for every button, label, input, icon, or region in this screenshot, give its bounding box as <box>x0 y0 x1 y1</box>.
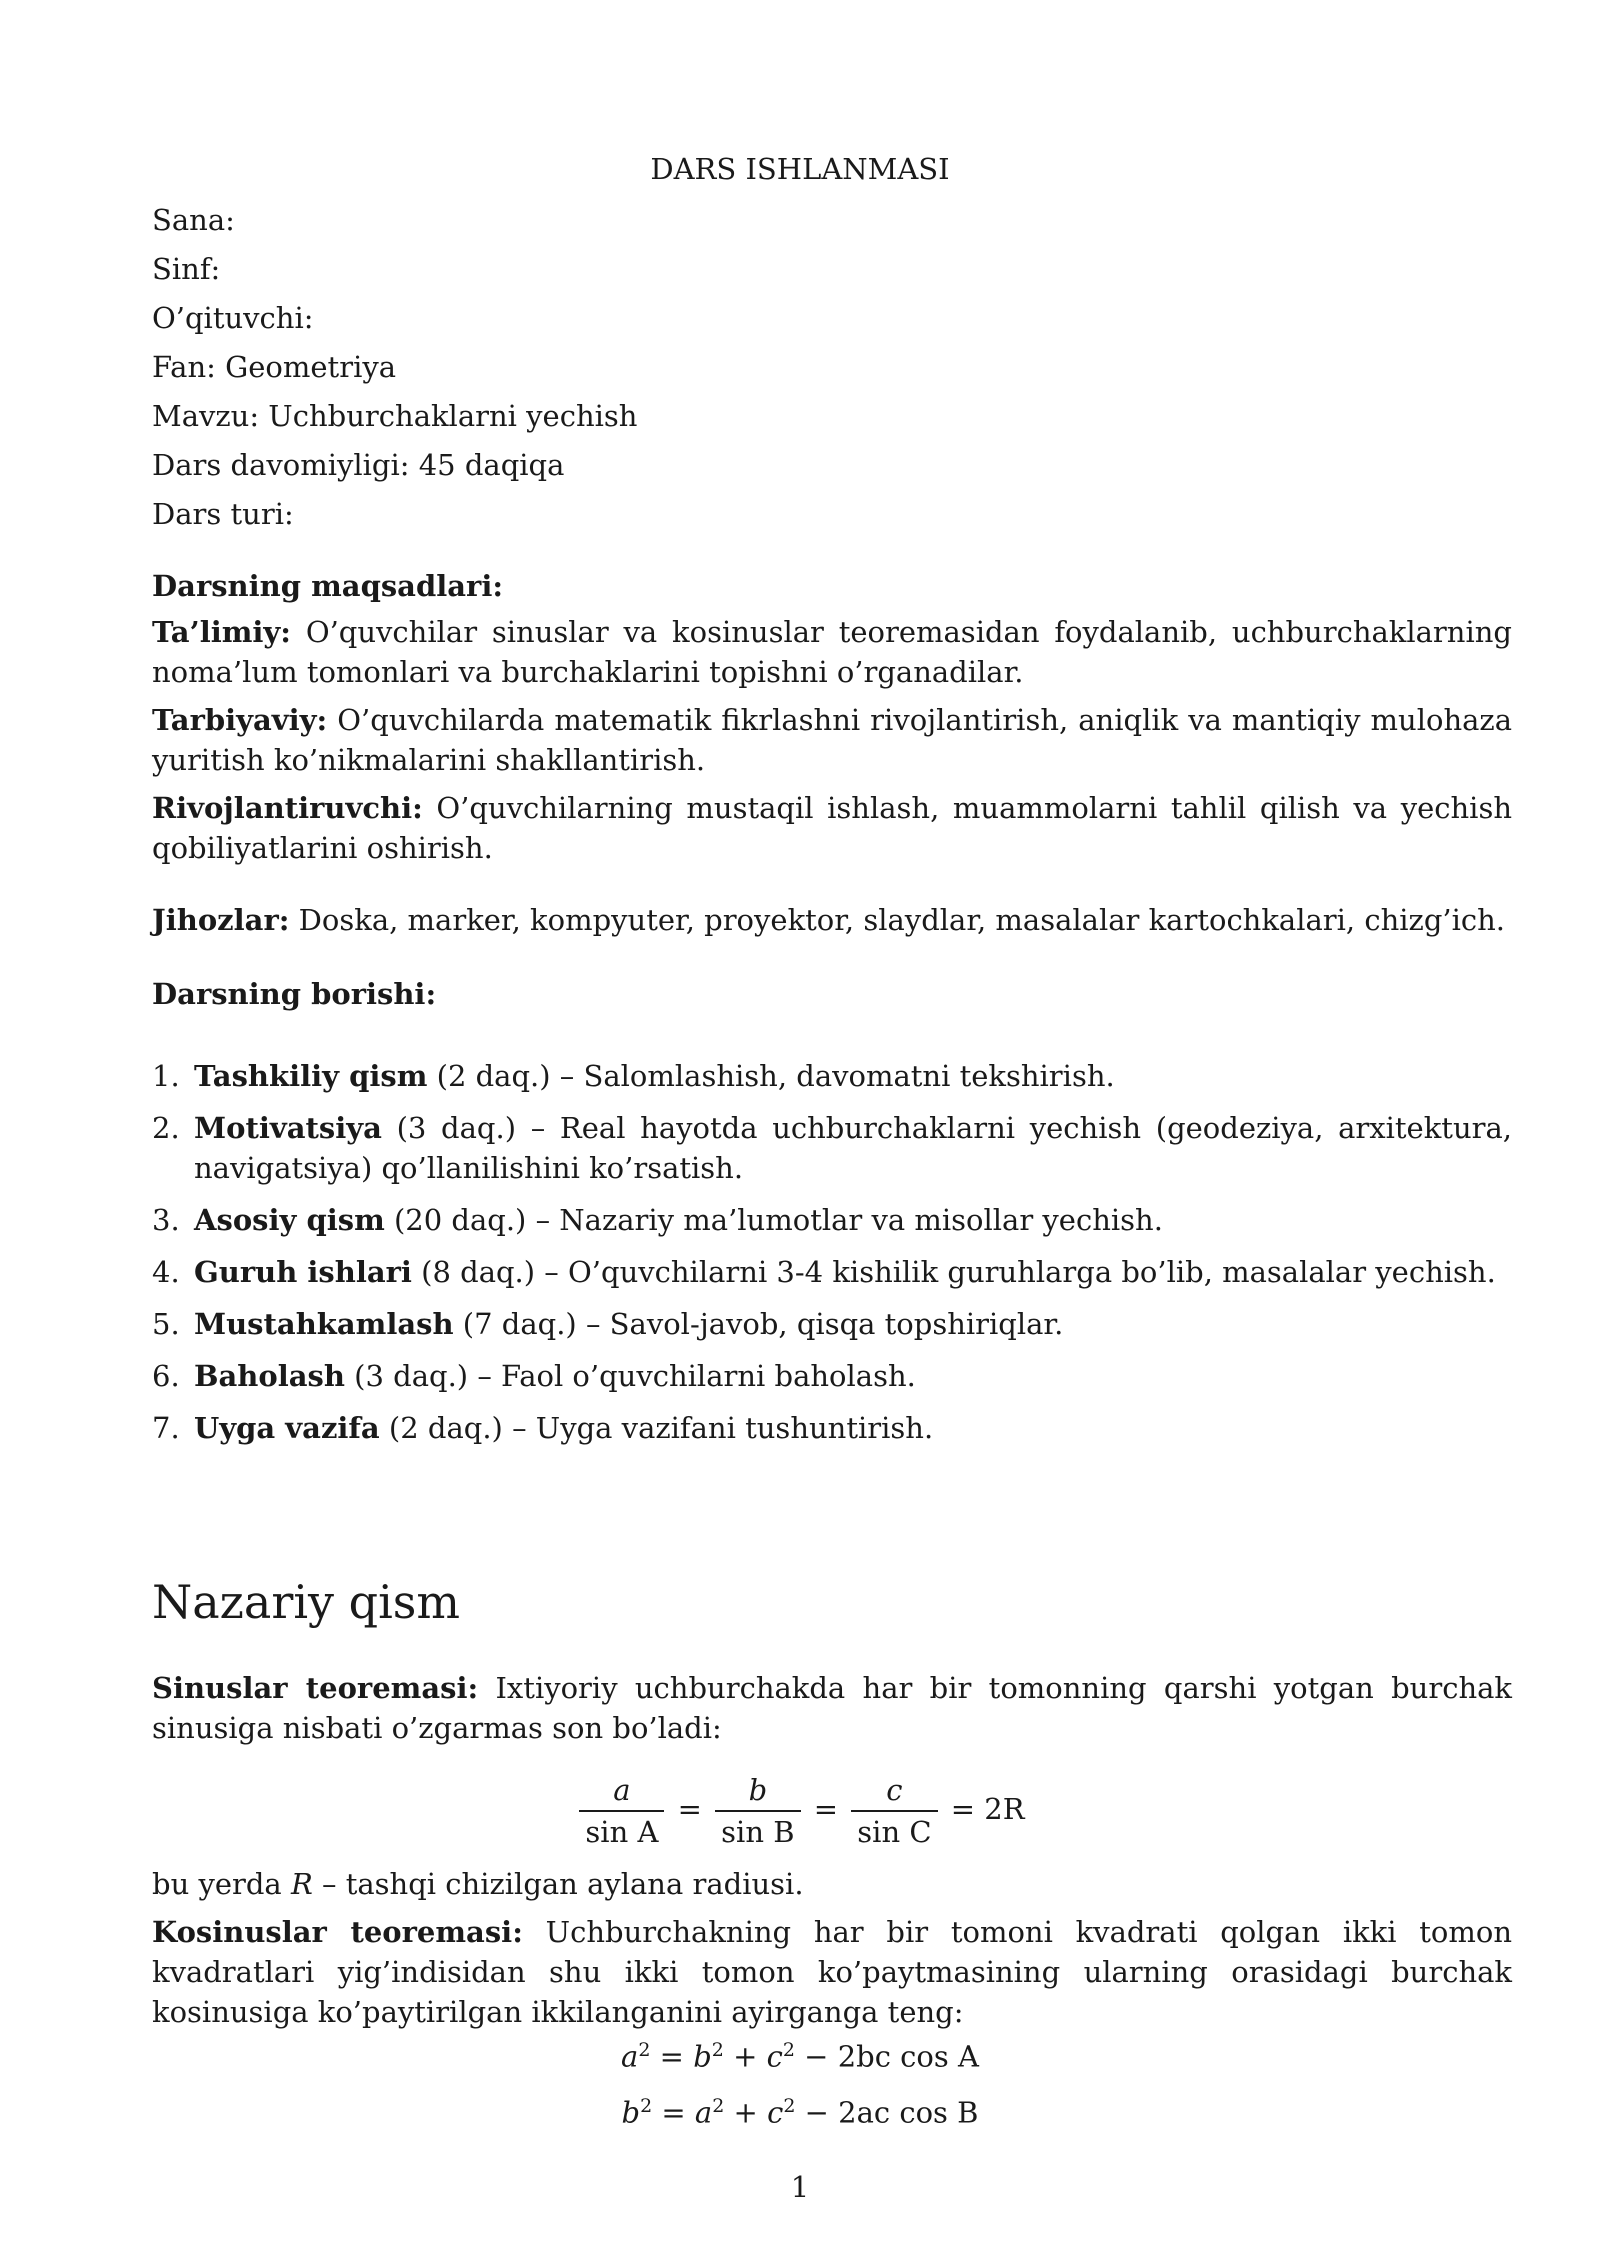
process-heading: Darsning borishi: <box>152 977 437 1011</box>
cosine-formula-1 <box>0 2030 1600 2077</box>
list-item-title: Motivatsiya <box>194 1111 382 1145</box>
list-item-number: 3. <box>152 1203 180 1237</box>
cosine-theorem <box>152 1912 1512 2032</box>
plus-sign: + <box>733 2039 758 2074</box>
equals-sign: = <box>677 1792 702 1826</box>
list-item-title: Guruh ishlari <box>194 1255 412 1289</box>
meta-lesson-type: Dars turi: <box>152 497 294 531</box>
sine-theorem-formula <box>0 1770 1600 1852</box>
goal-developmental-label: Rivojlantiruvchi: <box>152 791 423 825</box>
minus-sign: − <box>804 2095 829 2130</box>
equals-sign: = <box>661 2095 686 2130</box>
list-item-number: 5. <box>152 1307 180 1341</box>
goal-educational <box>152 612 1512 692</box>
equipment-label: Jihozlar: <box>152 903 290 937</box>
equals-sign: = <box>813 1792 839 1826</box>
numerator: b <box>715 1770 800 1812</box>
goal-upbringing <box>152 700 1512 780</box>
var: a <box>694 2095 713 2130</box>
equipment-text: Doska, marker, kompyuter, proyektor, slaydlar, masalalar kartochkalari, chizg’ich. <box>289 903 1506 937</box>
list-item-text: (3 daq.) – Faol o’quvchilarni baholash. <box>344 1359 916 1393</box>
plus-sign: + <box>733 2095 758 2130</box>
meta-subject: Fan: Geometriya <box>152 350 397 384</box>
meta-date: Sana: <box>152 203 235 237</box>
var: b <box>693 2039 712 2074</box>
document-title: DARS ISHLANMASI <box>650 152 950 186</box>
list-item-title: Mustahkamlash <box>194 1307 454 1341</box>
list-item-text: (2 daq.) – Salomlashish, davomatni tekshirish. <box>427 1059 1115 1093</box>
list-item-number: 1. <box>152 1059 180 1093</box>
list-item-text: (20 daq.) – Nazariy ma’lumotlar va misollar yechish. <box>384 1203 1163 1237</box>
goal-developmental <box>152 788 1512 868</box>
goal-developmental-text: O’quvchilarning mustaqil ishlash, muammolarni tahlil qilish va yechish qobiliyatlarini oshirish. <box>152 791 1512 865</box>
list-item-title: Asosiy qism <box>194 1203 385 1237</box>
exponent: 2 <box>640 2095 653 2117</box>
list-item-text: (2 daq.) – Uyga vazifani tushuntirish. <box>379 1411 934 1445</box>
exponent: 2 <box>712 2095 725 2117</box>
list-item-text: (8 daq.) – O’quvchilarni 3-4 kishilik guruhlarga bo’lib, masalalar yechish. <box>411 1255 1496 1289</box>
meta-teacher: O’qituvchi: <box>152 301 314 335</box>
goal-upbringing-text: O’quvchilarda matematik fikrlashni rivojlantirish, aniqlik va mantiqiy mulohaza yuritish ko’nikmalarini shakllantirish. <box>152 703 1512 777</box>
var: a <box>621 2039 639 2074</box>
meta-class: Sinf: <box>152 252 221 286</box>
var: c <box>766 2039 783 2074</box>
list-item-title: Tashkiliy qism <box>194 1059 428 1093</box>
list-item-text: (3 daq.) – Real hayotda uchburchaklarni yechish (geodeziya, arxitektura, navigatsiya) qo’llanilishini ko’rsatish. <box>194 1111 1512 1185</box>
list-item-number: 2. <box>152 1111 180 1145</box>
sine-theorem-note <box>152 1864 1512 1904</box>
exponent: 2 <box>782 2039 795 2061</box>
numerator: a <box>579 1770 664 1812</box>
cosine-formula-2 <box>0 2086 1600 2133</box>
list-item-title: Uyga vazifa <box>194 1411 380 1445</box>
goal-educational-text: O’quvchilar sinuslar va kosinuslar teoremasidan foydalanib, uchburchaklarning noma’lum tomonlari va burchaklarini topishni o’rganadilar. <box>152 615 1512 689</box>
list-item-title: Baholash <box>194 1359 345 1393</box>
exponent: 2 <box>638 2039 651 2061</box>
exponent: 2 <box>711 2039 724 2061</box>
var: c <box>767 2095 784 2130</box>
denominator: sin B <box>721 1815 795 1849</box>
denominator: sin A <box>585 1815 659 1849</box>
formula-tail: 2bc cos A <box>837 2039 979 2074</box>
numerator: c <box>851 1770 937 1812</box>
section-heading-theory: Nazariy qism <box>152 1575 461 1629</box>
note-text: bu yerda <box>152 1867 291 1901</box>
meta-topic: Mavzu: Uchburchaklarni yechish <box>152 399 638 433</box>
list-item-number: 4. <box>152 1255 180 1289</box>
fraction <box>715 1770 800 1852</box>
cosine-theorem-label: Kosinuslar teoremasi: <box>152 1915 523 1949</box>
exponent: 2 <box>783 2095 796 2117</box>
cosine-theorem-text: Uchburchakning har bir tomoni kvadrati qolgan ikki tomon kvadratlari yig’indisidan shu ikki tomon ko’paytmasining ularning orasidagi burchak kosinusiga ko’paytirilgan ikkilanganini ayirganga teng: <box>152 1915 1513 2029</box>
goal-upbringing-label: Tarbiyaviy: <box>152 703 328 737</box>
goals-heading: Darsning maqsadlari: <box>152 569 504 603</box>
sine-theorem <box>152 1668 1512 1748</box>
equipment <box>152 900 1512 940</box>
fraction <box>851 1770 937 1852</box>
sine-theorem-label: Sinuslar teoremasi: <box>152 1671 479 1705</box>
meta-duration: Dars davomiyligi: 45 daqiqa <box>152 448 565 482</box>
equals-sign: = <box>659 2039 684 2074</box>
list-item-text: (7 daq.) – Savol-javob, qisqa topshiriqlar. <box>453 1307 1064 1341</box>
list-item-number: 6. <box>152 1359 180 1393</box>
minus-sign: − <box>804 2039 829 2074</box>
note-variable: R <box>290 1867 313 1901</box>
list-item-number: 7. <box>152 1411 180 1445</box>
formula-rhs: = 2R <box>950 1792 1025 1826</box>
goal-educational-label: Ta’limiy: <box>152 615 291 649</box>
formula-tail: 2ac cos B <box>838 2095 979 2130</box>
note-text: – tashqi chizilgan aylana radiusi. <box>312 1867 804 1901</box>
var: b <box>621 2095 641 2130</box>
page-number: 1 <box>790 2170 810 2204</box>
fraction <box>579 1770 664 1852</box>
denominator: sin C <box>857 1815 932 1849</box>
sine-theorem-text: Ixtiyoriy uchburchakda har bir tomonning qarshi yotgan burchak sinusiga nisbati o’zgarmas son bo’ladi: <box>152 1671 1512 1745</box>
